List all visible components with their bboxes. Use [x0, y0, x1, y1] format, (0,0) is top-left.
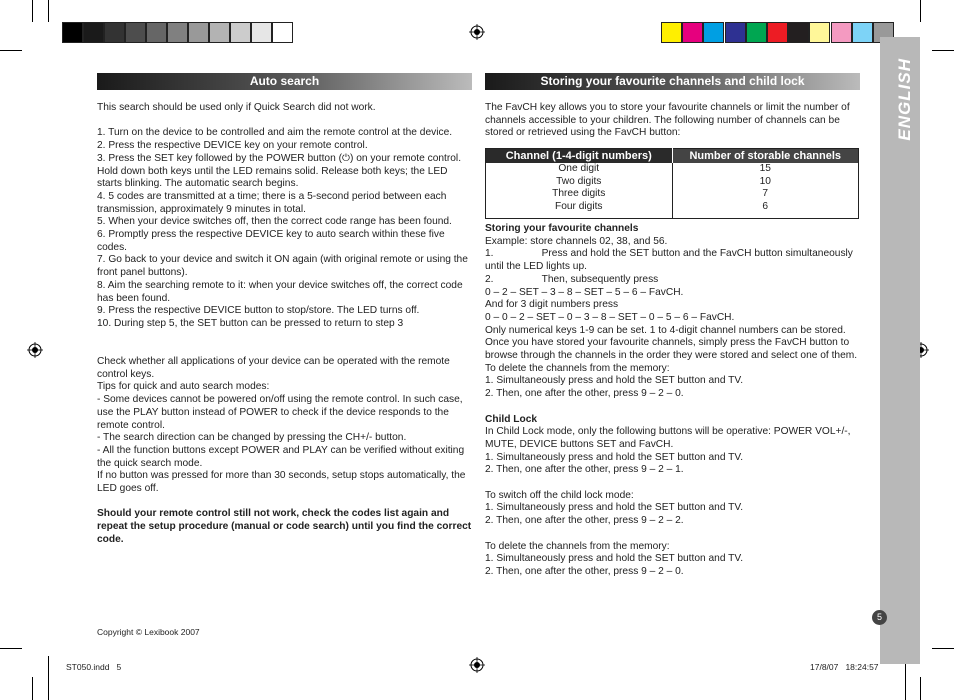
process-swatch — [831, 22, 852, 43]
process-swatch — [661, 22, 682, 43]
text-line: 1. Simultaneously press and hold the SET button and TV. — [485, 502, 744, 514]
text-line: 1. Simultaneously press and hold the SET button and TV. — [485, 375, 744, 387]
process-swatch — [703, 22, 724, 43]
text-line: 2. Then, one after the other, press 9 – 2 – 2. — [485, 515, 684, 527]
gray-swatch — [83, 22, 104, 43]
file-slug: ST050.indd 5 — [66, 662, 122, 672]
table-cell-value: 10 — [759, 175, 771, 187]
text-line: Once you have stored your favourite channels, simply press the FavCH button to browse through the channels in the order they were stored and select one of them. — [485, 337, 858, 362]
text-line: Only numerical keys 1-9 can be set. 1 to 4-digit channel numbers can be stored. — [485, 324, 846, 336]
table-cell-value: Two digits — [556, 175, 602, 187]
text-line: Check whether all applications of your device can be operated with the remote control keys. — [97, 356, 450, 380]
text-line: 4. 5 codes are transmitted at a time; there is a 5-second period between each transmission, approximately 9 minutes in total. — [97, 190, 447, 215]
crop-mark — [0, 50, 22, 51]
section-title-storing: Storing your favourite channels — [485, 223, 639, 234]
text-line: In Child Lock mode, only the following buttons will be operative: POWER VOL+/-, MUTE, DEVICE buttons SET and FavCH. — [485, 426, 851, 450]
auto-search-text — [97, 102, 474, 547]
crop-mark — [32, 0, 33, 22]
text-line — [97, 331, 474, 344]
gray-swatch — [104, 22, 125, 43]
text-line: 6. Promptly press the respective DEVICE key to auto search within these five codes. — [97, 229, 445, 253]
text-line: 1. Press and hold the SET button and the FavCH button simultaneously until the LED lights up. — [485, 248, 853, 273]
text-line: - The search direction can be changed by pressing the CH+/- button. — [97, 432, 407, 444]
text-line: 2. Then, subsequently press — [485, 273, 659, 285]
text-line: 2. Press the respective DEVICE key on your remote control. — [97, 140, 368, 152]
crop-mark — [932, 50, 954, 51]
crop-mark — [48, 656, 49, 700]
process-swatch — [852, 22, 873, 43]
crop-mark — [0, 648, 22, 649]
table-row — [486, 163, 859, 219]
text-line — [97, 115, 474, 128]
table-cell-value: Four digits — [554, 200, 603, 212]
text-line: - All the function buttons except POWER and PLAY can be verified without exiting the quick search mode. — [97, 444, 465, 469]
text-line: 0 – 2 – SET – 3 – 8 – SET – 5 – 6 – FavCH. — [485, 286, 684, 298]
text-line: 2. Then, one after the other, press 9 – 2 – 0. — [485, 565, 684, 577]
gray-swatch — [272, 22, 293, 43]
text-line — [485, 528, 861, 541]
text-line — [485, 477, 861, 490]
text-line — [97, 343, 474, 356]
registration-mark-icon — [469, 657, 485, 673]
process-swatch — [788, 22, 809, 43]
favourite-channels-header: Storing your favourite channels and child lock — [485, 73, 860, 90]
gray-swatch — [188, 22, 209, 43]
registration-mark-icon — [469, 24, 485, 40]
table-header-count: Number of storable channels — [672, 149, 859, 164]
table-cell-value: 6 — [762, 200, 769, 212]
text-line: 7. Go back to your device and switch it ON again (with original remote or using the front panel buttons). — [97, 254, 468, 279]
gray-swatch — [230, 22, 251, 43]
text-line — [485, 401, 861, 414]
gray-swatch — [146, 22, 167, 43]
text-line: And for 3 digit numbers press — [485, 299, 619, 311]
gray-swatch — [167, 22, 188, 43]
process-swatch — [725, 22, 746, 43]
text-line — [97, 496, 474, 509]
text-line: 1. Turn on the device to be controlled and aim the remote control at the device. — [97, 127, 453, 139]
text-line: Tips for quick and auto search modes: — [97, 381, 270, 393]
crop-mark — [32, 677, 33, 700]
text-line: This search should be used only if Quick Search did not work. — [97, 102, 376, 113]
text-line: 0 – 0 – 2 – SET – 0 – 3 – 8 – SET – 0 – 5 – 6 – FavCH. — [485, 311, 735, 323]
crop-mark — [920, 0, 921, 22]
table-cell-value: Three digits — [552, 188, 606, 200]
text-line: 3. Press the SET key followed by the POWER button (⏻) on your remote control. Hold down both keys until the LED remains solid. Release both keys; the LED starts blinking. The automatic search begins. — [97, 152, 462, 190]
table-cell-value: One digit — [558, 163, 600, 174]
text-line: 10. During step 5, the SET button can be pressed to return to step 3 — [97, 317, 404, 329]
gray-swatch — [209, 22, 230, 43]
text-line: Example: store channels 02, 38, and 56. — [485, 235, 668, 247]
crop-mark — [932, 648, 954, 649]
page-number: 5 — [872, 610, 887, 625]
text-line: 1. Simultaneously press and hold the SET button and TV. — [485, 553, 744, 565]
intro-paragraph: The FavCH key allows you to store your favourite channels or limit the number of channels accessible to your children. The following number of channels can be stored or retrieved using the FavCH button: — [485, 102, 850, 139]
gray-swatch — [62, 22, 83, 43]
text-line: 2. Then, one after the other, press 9 – 2 – 1. — [485, 464, 684, 476]
table-cell — [672, 163, 859, 219]
text-line: 2. Then, one after the other, press 9 – 2 – 0. — [485, 388, 684, 400]
gray-swatch — [125, 22, 146, 43]
table-cell-value: 15 — [759, 163, 771, 174]
table-header-channel: Channel (1-4-digit numbers) — [486, 149, 673, 164]
text-line: To switch off the child lock mode: — [485, 489, 634, 501]
text-line: - Some devices cannot be powered on/off using the remote control. In such case, use the PLAY button instead of POWER to check if the device responds to the remote control. — [97, 394, 463, 431]
text-line: 8. Aim the searching remote to it: when your device switches off, the correct code has been found. — [97, 279, 463, 304]
text-line: 1. Simultaneously press and hold the SET button and TV. — [485, 451, 744, 463]
date-slug: 17/8/07 18:24:57 — [810, 662, 879, 672]
storable-channels-table — [485, 148, 859, 219]
section-title-child-lock: Child Lock — [485, 413, 538, 425]
bold-note: Should your remote control still not work, check the codes list again and repeat the setup procedure (manual or code search) until you find the correct code. — [97, 508, 472, 545]
favourite-instructions — [485, 223, 861, 579]
text-line: If no button was pressed for more than 30 seconds, setup stops automatically, the LED goes off. — [97, 470, 466, 495]
process-swatch — [746, 22, 767, 43]
table-cell — [486, 163, 673, 219]
text-line: To delete the channels from the memory: — [485, 540, 670, 552]
crop-mark — [920, 677, 921, 700]
process-swatch — [682, 22, 703, 43]
copyright: Copyright © Lexibook 2007 — [97, 627, 200, 637]
text-line: 5. When your device switches off, then the correct code range has been found. — [97, 216, 452, 228]
table-cell-value: 7 — [762, 188, 769, 200]
process-swatch — [767, 22, 788, 43]
text-line: 9. Press the respective DEVICE button to stop/store. The LED turns off. — [97, 305, 420, 317]
favourite-intro — [485, 102, 861, 140]
crop-mark — [48, 0, 49, 22]
registration-mark-icon — [27, 342, 43, 358]
text-line: To delete the channels from the memory: — [485, 362, 670, 374]
gray-swatch — [251, 22, 272, 43]
process-swatch — [809, 22, 830, 43]
auto-search-header: Auto search — [97, 73, 472, 90]
